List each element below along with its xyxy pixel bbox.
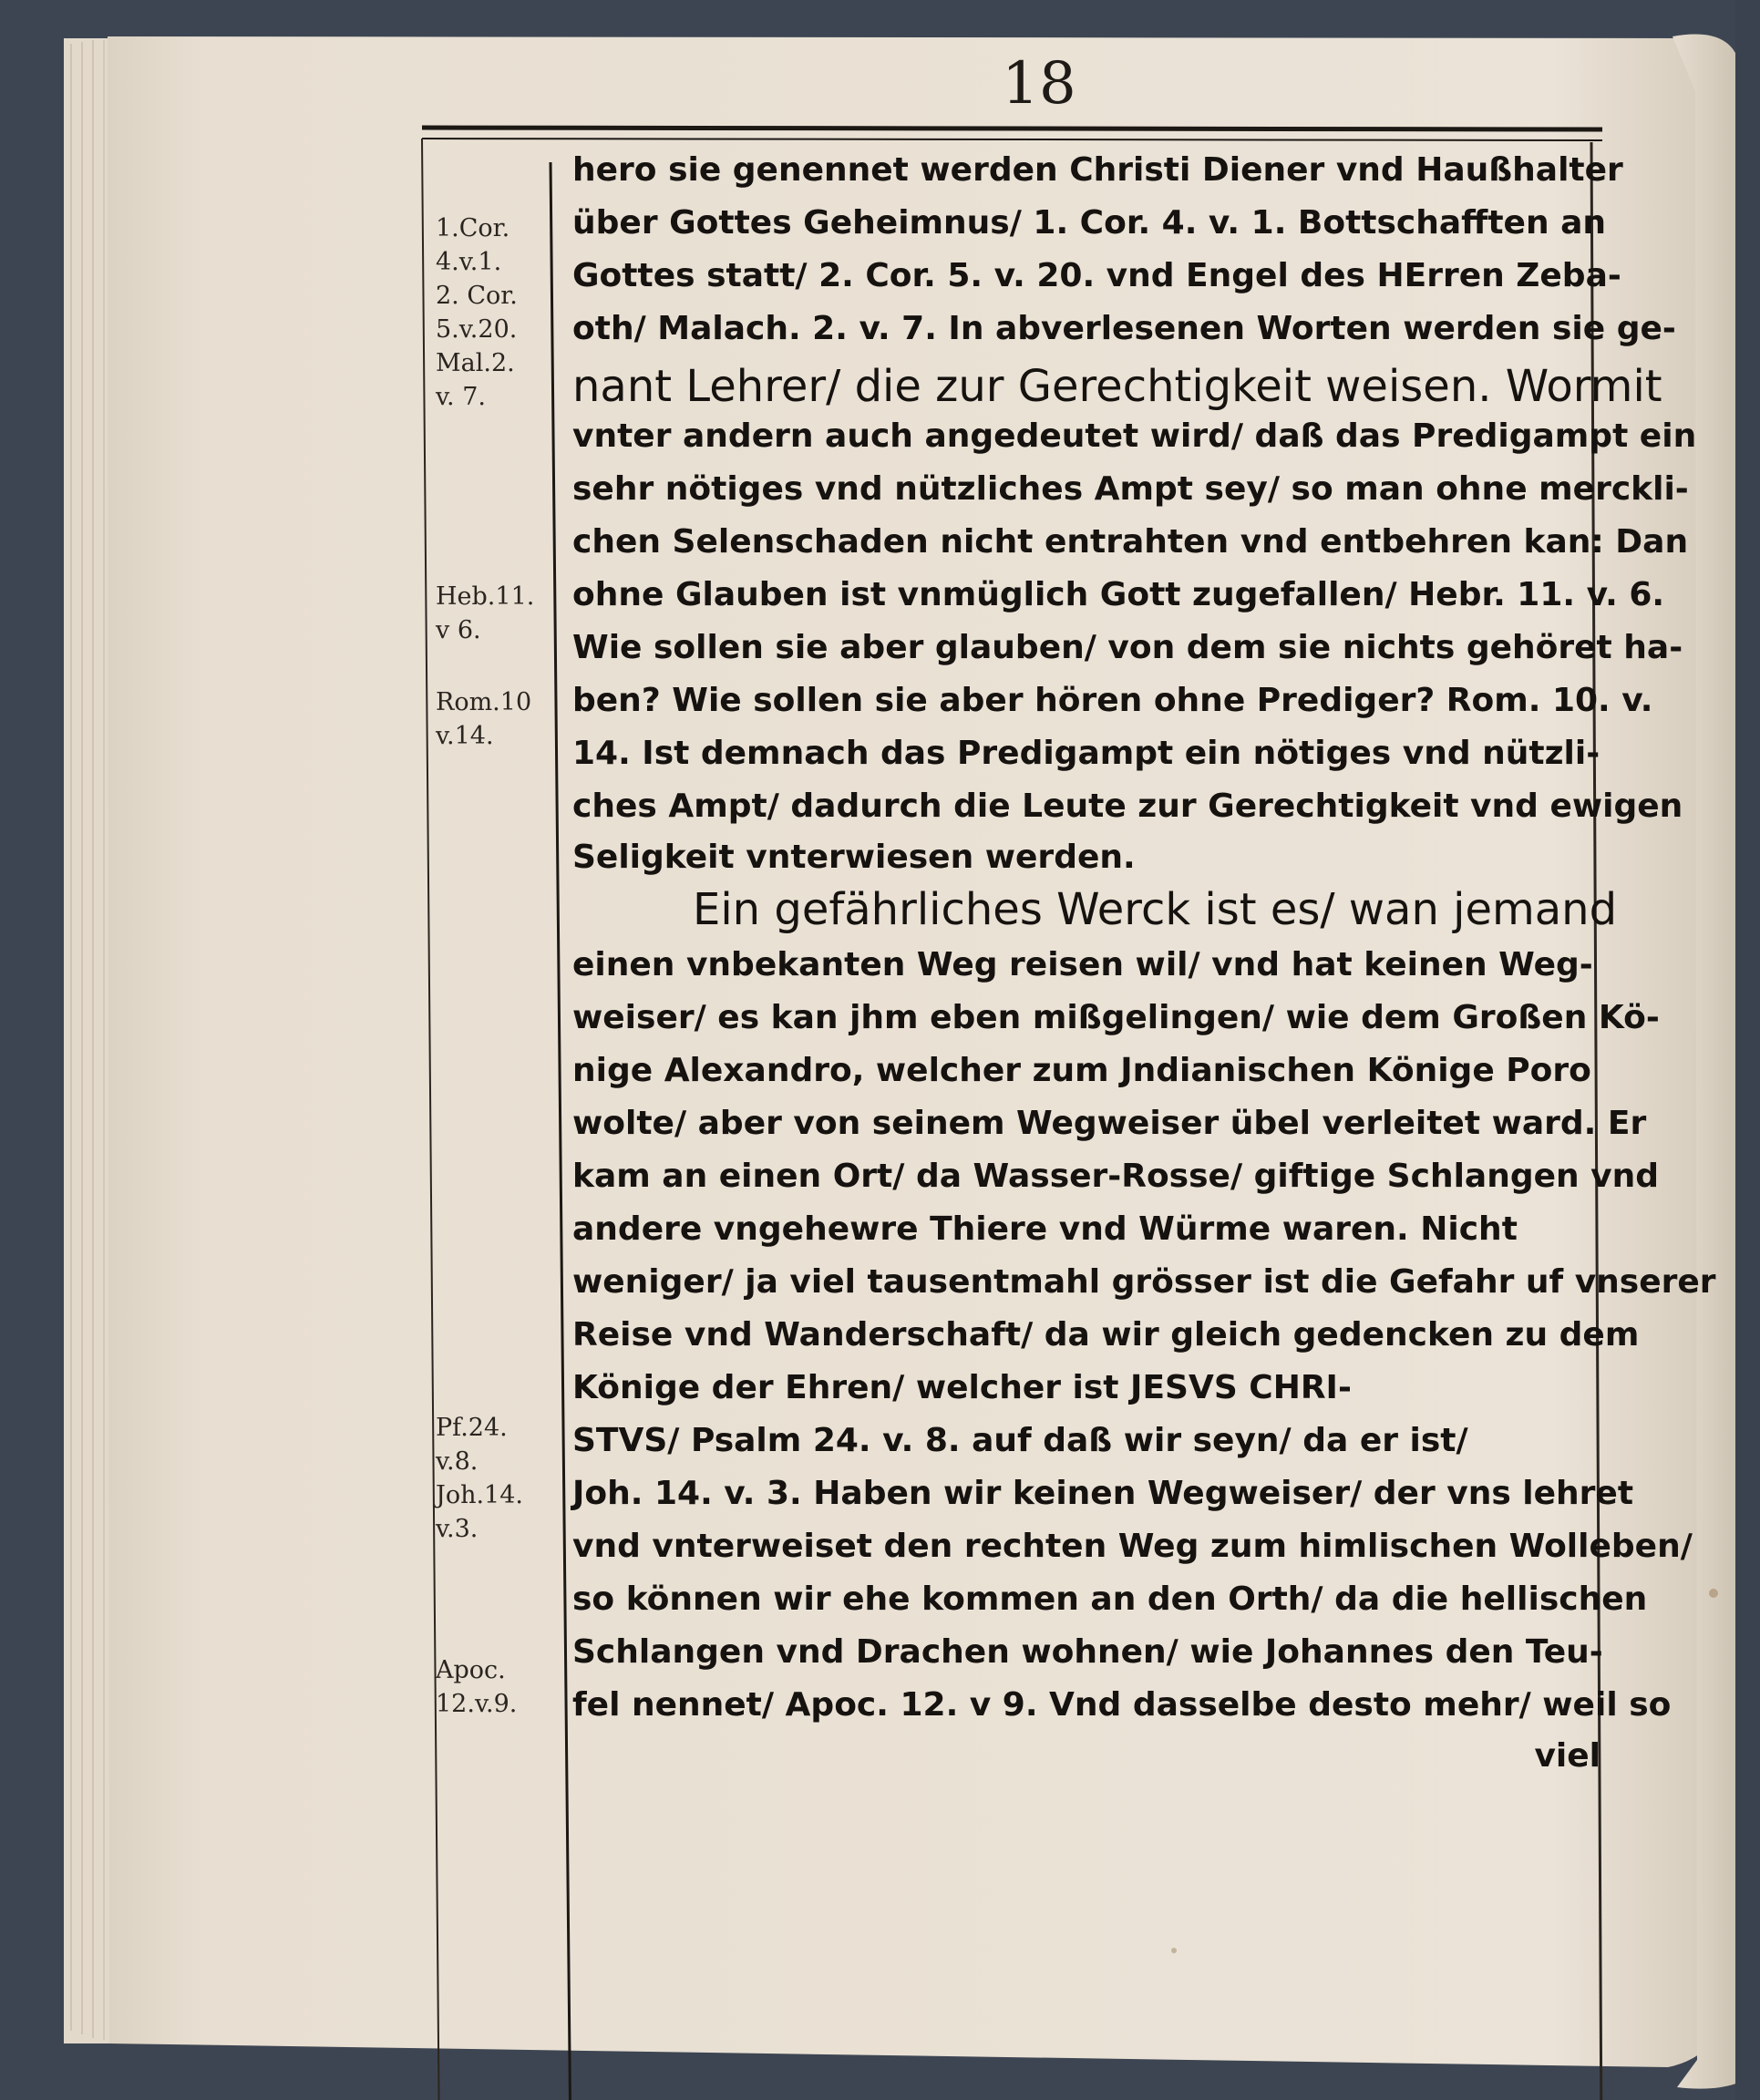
body-line: 14. Ist demnach das Predigampt ein nötiges vnd nützli-: [572, 735, 1600, 772]
margin-note: [436, 685, 554, 753]
margin-note: [436, 1653, 554, 1721]
margin-note-line: v 6.: [436, 616, 481, 644]
margin-note-line: v. 7.: [436, 383, 486, 411]
body-line: Wie sollen sie aber glauben/ von dem sie nichts gehöret ha-: [572, 629, 1683, 666]
body-line: nige Alexandro, welcher zum Jndianischen Könige Poro: [572, 1052, 1591, 1089]
margin-note: [436, 580, 554, 647]
margin-note-line: Apoc.: [436, 1656, 506, 1684]
margin-note-line: v.14.: [436, 722, 494, 750]
body-line: kam an einen Ort/ da Wasser-Rosse/ giftige Schlangen vnd: [572, 1158, 1660, 1195]
body-line: ben? Wie sollen sie aber hören ohne Prediger? Rom. 10. v.: [572, 682, 1653, 719]
body-line: weniger/ ja viel tausentmahl grösser ist die Gefahr uf vnserer: [572, 1263, 1716, 1301]
margin-note-line: 4.v.1.: [436, 248, 502, 276]
page-number: 18: [1002, 50, 1076, 118]
margin-note-line: Rom.10: [436, 688, 532, 716]
body-line: so können wir ehe kommen an den Orth/ da die hellischen: [572, 1580, 1648, 1618]
margin-note: [436, 1411, 554, 1546]
body-line: Könige der Ehren/ welcher ist JESVS CHRI-: [572, 1369, 1352, 1406]
body-line: STVS/ Psalm 24. v. 8. auf daß wir seyn/ da er ist/: [572, 1422, 1468, 1459]
margin-note-line: 12.v.9.: [436, 1690, 518, 1718]
body-line: einen vnbekanten Weg reisen wil/ vnd hat keinen Weg-: [572, 946, 1593, 983]
body-line: sehr nötiges vnd nützliches Ampt sey/ so man ohne merckli-: [572, 470, 1689, 508]
margin-note: [436, 211, 554, 414]
margin-note-line: 5.v.20.: [436, 315, 518, 344]
margin-note-line: Pf.24.: [436, 1414, 508, 1442]
body-line: fel nennet/ Apoc. 12. v 9. Vnd dasselbe desto mehr/ weil so: [572, 1686, 1672, 1724]
body-line: Schlangen vnd Drachen wohnen/ wie Johannes den Teu-: [572, 1633, 1603, 1671]
body-line: Joh. 14. v. 3. Haben wir keinen Wegweiser/ der vns lehret: [572, 1475, 1634, 1512]
body-line: vnter andern auch angedeutet wird/ daß das Predigampt ein: [572, 417, 1697, 455]
body-line: hero sie genennet werden Christi Diener vnd Haußhalter: [572, 151, 1623, 189]
body-line: Reise vnd Wanderschaft/ da wir gleich gedencken zu dem: [572, 1316, 1640, 1354]
body-line-catchword: viel: [1534, 1737, 1600, 1775]
body-line: nant Lehrer/ die zur Gerechtigkeit weisen. Wormit: [572, 361, 1662, 412]
margin-note-line: v.8.: [436, 1447, 479, 1476]
margin-note-line: 2. Cor.: [436, 282, 518, 310]
body-line: Gottes statt/ 2. Cor. 5. v. 20. vnd Engel des HErren Zeba-: [572, 257, 1621, 294]
margin-note-line: Joh.14.: [436, 1481, 523, 1509]
body-line: ohne Glauben ist vnmüglich Gott zugefallen/ Hebr. 11. v. 6.: [572, 576, 1665, 613]
body-line: chen Selenschaden nicht entrahten vnd entbehren kan: Dan: [572, 523, 1689, 561]
body-line: Ein gefährliches Werck ist es/ wan jemand: [693, 884, 1618, 935]
body-line: vnd vnterweiset den rechten Weg zum himlischen Wolleben/: [572, 1528, 1693, 1565]
body-line: andere vngehewre Thiere vnd Würme waren. Nicht: [572, 1210, 1518, 1248]
body-line: ches Ampt/ dadurch die Leute zur Gerechtigkeit vnd ewigen: [572, 788, 1683, 825]
body-line: oth/ Malach. 2. v. 7. In abverlesenen Worten werden sie ge-: [572, 310, 1676, 347]
margin-note-line: Mal.2.: [436, 349, 515, 377]
body-line: weiser/ es kan jhm eben mißgelingen/ wie dem Großen Kö-: [572, 999, 1660, 1036]
margin-note-line: 1.Cor.: [436, 214, 510, 242]
margin-note-line: Heb.11.: [436, 582, 535, 611]
body-line: Seligkeit vnterwiesen werden.: [572, 839, 1136, 876]
body-line: über Gottes Geheimnus/ 1. Cor. 4. v. 1. Bottschafften an: [572, 204, 1607, 242]
margin-note-line: v.3.: [436, 1515, 479, 1543]
body-line: wolte/ aber von seinem Wegweiser übel verleitet ward. Er: [572, 1105, 1647, 1142]
